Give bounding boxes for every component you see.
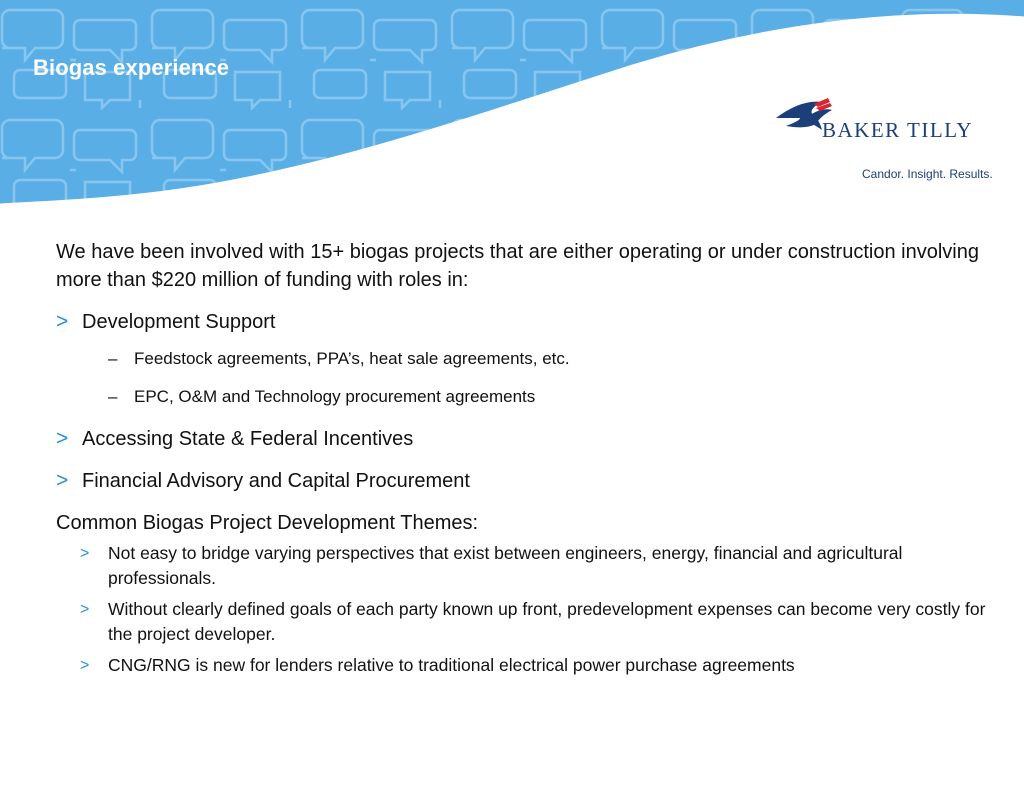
- bullet-chevron: >: [80, 545, 90, 562]
- bullet-dash: –: [108, 387, 118, 406]
- sub-item-text: Feedstock agreements, PPA’s, heat sale agreements, etc.: [134, 349, 570, 368]
- bullet-chevron: >: [80, 601, 90, 618]
- role-label: Financial Advisory and Capital Procurement: [82, 470, 470, 492]
- role-item: [56, 308, 986, 336]
- role-label: Accessing State & Federal Incentives: [82, 428, 414, 450]
- intro-paragraph: We have been involved with 15+ biogas projects that are either operating or under construction involving more than $220 million of funding with roles in:: [56, 241, 979, 291]
- theme-item: [56, 653, 986, 678]
- theme-text: CNG/RNG is new for lenders relative to traditional electrical power purchase agreements: [108, 655, 795, 675]
- sub-item: [56, 348, 986, 370]
- bullet-chevron: >: [56, 469, 69, 492]
- theme-text: Not easy to bridge varying perspectives that exist between engineers, energy, financial and agricultural professionals.: [108, 543, 903, 588]
- slide-title: Biogas experience: [33, 55, 230, 80]
- sub-item: [56, 386, 986, 408]
- theme-item: [56, 541, 986, 591]
- bullet-chevron: >: [56, 310, 69, 333]
- slide-body: [56, 238, 986, 678]
- logo-wordmark: BAKER TILLY: [822, 118, 974, 142]
- logo-tagline: Candor. Insight. Results.: [862, 167, 993, 181]
- bullet-chevron: >: [56, 427, 69, 450]
- bullet-dash: –: [108, 349, 118, 368]
- role-label: Development Support: [82, 311, 276, 333]
- role-item: [56, 425, 986, 453]
- sub-item-text: EPC, O&M and Technology procurement agreements: [134, 387, 536, 406]
- role-item: [56, 467, 986, 495]
- bullet-chevron: >: [80, 657, 90, 674]
- themes-heading: Common Biogas Project Development Themes:: [56, 512, 479, 534]
- theme-text: Without clearly defined goals of each party known up front, predevelopment expenses can become very costly for the project developer.: [108, 599, 986, 644]
- theme-item: [56, 597, 986, 647]
